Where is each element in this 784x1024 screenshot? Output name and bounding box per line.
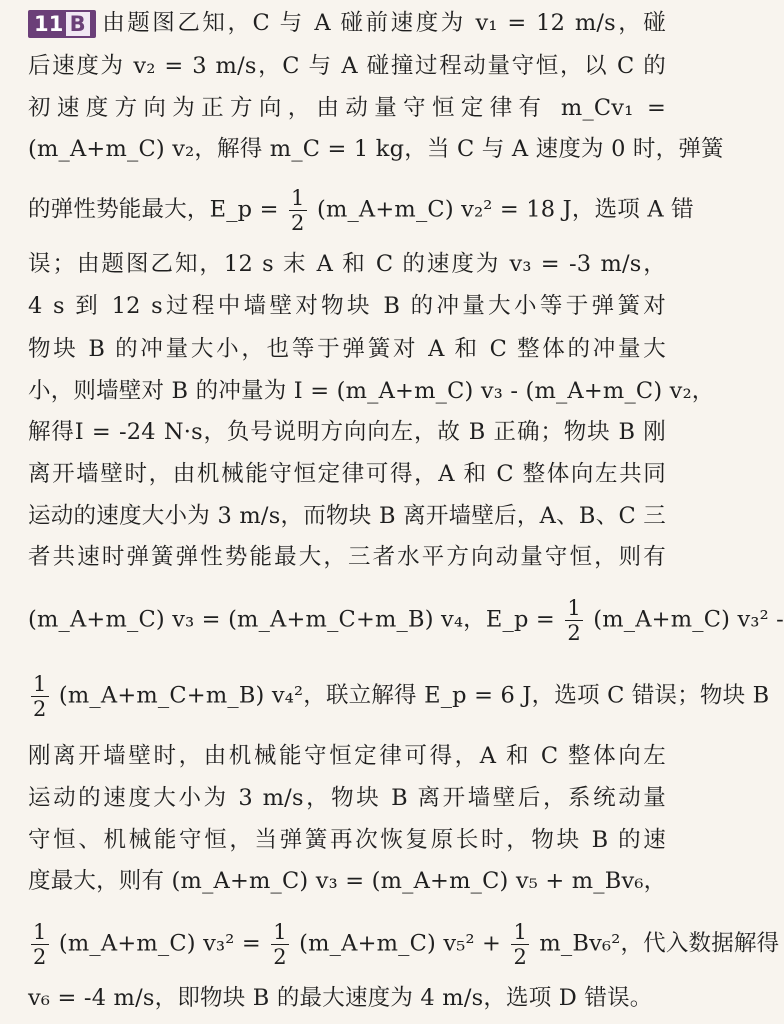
text-line-14: (m_A+m_C) v₃ = (m_A+m_C+m_B) v₄，E_p = $\frac{1}{2}$ (m_A+m_C) v₃² - [28,596,784,645]
fraction: $\frac{1}{2}$ [291,186,305,235]
fraction: $\frac{1}{2}$ [273,920,287,969]
text-line-3: 初速度方向为正方向，由动量守恒定律有 m_Cv₁ = [28,95,666,121]
text-line-19: 度最大，则有 (m_A+m_C) v₃ = (m_A+m_C) v₅ + m_Bv₆， [28,868,667,894]
text-line-10: 解得I = -24 N·s，负号说明方向向左，故 B 正确；物块 B 刚 [28,419,666,445]
text-line-9: 小，则墙壁对 B 的冲量为 I = (m_A+m_C) v₃ - (m_A+m_C) v₂， [28,378,715,404]
text-line-20: $\frac{1}{2}$ (m_A+m_C) v₃² = $\frac{1}{2}$ (m_A+m_C) v₅² + $\frac{1}{2}$ m_Bv₆²，代入数据解得 [33,920,780,969]
answer-letter: B [66,12,90,36]
text-line-12: 运动的速度大小为 3 m/s，而物块 B 离开墙壁后，A、B、C 三 [28,503,666,529]
text-line-2: 后速度为 v₂ = 3 m/s，C 与 A 碰撞过程动量守恒，以 C 的 [28,53,666,79]
text-line-8: 物块 B 的冲量大小，也等于弹簧对 A 和 C 整体的冲量大 [28,336,666,362]
text-line-11: 离开墙壁时，由机械能守恒定律可得，A 和 C 整体向左共同 [28,461,666,487]
fraction: $\frac{1}{2}$ [33,672,47,721]
text-line-17: 运动的速度大小为 3 m/s，物块 B 离开墙壁后，系统动量 [28,785,666,811]
text-line-13: 者共速时弹簧弹性势能最大，三者水平方向动量守恒，则有 [28,544,666,570]
line-text: 由题图乙知，C 与 A 碰前速度为 v₁ = 12 m/s，碰 [99,10,666,36]
question-number-badge: 11 B [28,10,96,38]
text-line-6: 误；由题图乙知，12 s 末 A 和 C 的速度为 v₃ = -3 m/s， [28,251,666,277]
fraction: $\frac{1}{2}$ [567,596,581,645]
text-line-18: 守恒、机械能守恒，当弹簧再次恢复原长时，物块 B 的速 [28,827,666,853]
text-line-5: 的弹性势能最大，E_p = $\frac{1}{2}$ (m_A+m_C) v₂² = 18 J，选项 A 错 [28,186,694,235]
text-line-21: v₆ = -4 m/s，即物块 B 的最大速度为 4 m/s，选项 D 错误。 [28,985,653,1011]
fraction: $\frac{1}{2}$ [513,920,528,969]
fraction: $\frac{1}{2}$ [33,920,47,969]
text-line-7: 4 s 到 12 s过程中墙壁对物块 B 的冲量大小等于弹簧对 [28,293,666,319]
text-line-15: $\frac{1}{2}$ (m_A+m_C+m_B) v₄²，联立解得 E_p = 6 J，选项 C 错误；物块 B [33,672,770,721]
text-line-4: (m_A+m_C) v₂，解得 m_C = 1 kg，当 C 与 A 速度为 0 时，弹簧 [28,136,724,162]
text-line-1 [28,8,666,38]
text-line-16: 刚离开墙壁时，由机械能守恒定律可得，A 和 C 整体向左 [28,743,666,769]
